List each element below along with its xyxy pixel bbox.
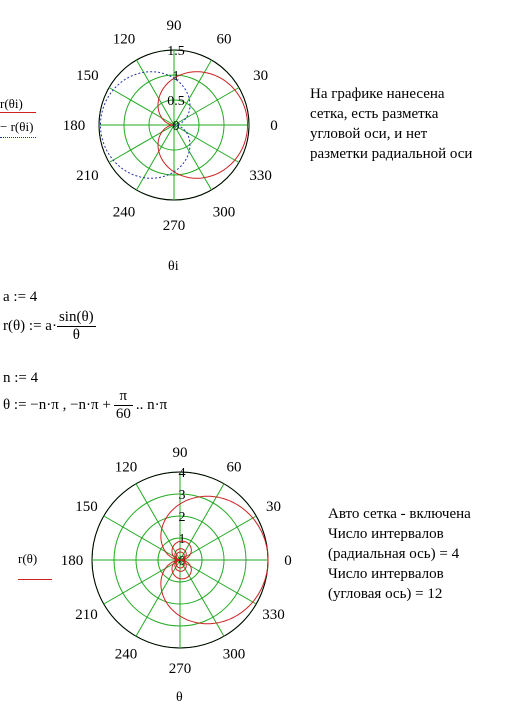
- formula-theta-lhs: θ := −n·π , −n·π +: [3, 396, 111, 413]
- grid-spoke: [136, 484, 180, 560]
- angle-tick-label: 240: [114, 646, 138, 663]
- plot2-xlabel: θ: [176, 690, 183, 705]
- angle-tick-label: 60: [226, 459, 242, 476]
- grid-spoke: [180, 560, 224, 636]
- grid-spoke: [104, 516, 180, 560]
- angle-tick-label: 150: [76, 68, 99, 84]
- formula-a[interactable]: a := 4: [3, 289, 38, 305]
- legend-2: [18, 551, 52, 580]
- angle-tick-label: 330: [249, 168, 272, 184]
- radial-tick-label: 0: [178, 554, 186, 569]
- formula-r[interactable]: [3, 309, 96, 344]
- angle-tick-label: 300: [212, 204, 236, 221]
- formula-r-numerator: sin(θ): [58, 309, 94, 325]
- angle-tick-label: 120: [112, 31, 136, 48]
- angle-tick-label: 0: [284, 553, 292, 569]
- grid-spoke: [174, 60, 212, 125]
- angle-tick-label: 210: [76, 168, 99, 184]
- grid-spoke: [174, 125, 212, 190]
- grid-spoke: [109, 125, 174, 163]
- angle-tick-label: 180: [62, 118, 86, 134]
- formula-r-fraction: [57, 309, 96, 344]
- plot1-xlabel: θi: [168, 259, 179, 274]
- formula-r-denominator: θ: [72, 327, 80, 343]
- angle-tick-label: 330: [262, 607, 285, 623]
- plot1-note: На графике нанесена сетка, есть разметка угловой оси, и нет разметки радиальной оси: [310, 86, 473, 162]
- angle-tick-label: 0: [270, 118, 278, 134]
- legend-entry-r2: r(θ): [18, 551, 38, 566]
- plot2-note: Авто сетка - включена Число интервалов (радиальная ось) = 4 Число интервалов (угловая ось) = 12: [328, 506, 471, 602]
- grid-spoke: [136, 560, 180, 636]
- radial-tick-label: 0: [172, 119, 180, 134]
- formula-theta-numerator: π: [114, 388, 133, 406]
- grid-spoke: [137, 125, 175, 190]
- formula-theta[interactable]: [3, 388, 167, 423]
- grid-spoke: [180, 560, 256, 604]
- radial-tick-label: 4: [178, 466, 186, 481]
- angle-tick-label: 240: [112, 204, 136, 221]
- angle-tick-label: 270: [168, 661, 192, 677]
- angle-tick-label: 90: [172, 445, 188, 461]
- radial-tick-label: 1: [178, 532, 186, 547]
- grid-spoke: [109, 88, 174, 126]
- formula-r-lhs: r(θ) := a·: [3, 317, 57, 334]
- grid-spoke: [137, 60, 175, 125]
- legend-line-r2: [18, 579, 52, 580]
- angle-tick-label: 30: [253, 68, 269, 84]
- formula-theta-rhs: .. n·π: [135, 396, 168, 413]
- grid-spoke: [180, 516, 256, 560]
- polar-plot-2[interactable]: [60, 440, 292, 690]
- angle-tick-label: 300: [222, 646, 246, 663]
- legend-entry-neg-r: − r(θi): [0, 119, 34, 134]
- radial-tick-label: 0.5: [167, 94, 185, 109]
- formula-n[interactable]: n := 4: [3, 370, 39, 386]
- radial-tick-label: 1.5: [167, 44, 185, 59]
- grid-spoke: [180, 484, 224, 560]
- angle-tick-label: 270: [162, 218, 186, 234]
- angle-tick-label: 210: [75, 607, 98, 623]
- polar-plot-1[interactable]: [62, 8, 280, 248]
- legend-line-neg-r: [0, 137, 36, 138]
- radial-tick-label: 3: [178, 488, 186, 503]
- angle-tick-label: 150: [75, 499, 98, 515]
- radial-tick-label: 2: [178, 510, 186, 525]
- formula-theta-fraction: [114, 388, 133, 423]
- angle-tick-label: 120: [114, 459, 138, 476]
- legend-1: [0, 96, 36, 138]
- angle-tick-label: 90: [166, 18, 182, 34]
- angle-tick-label: 60: [216, 31, 232, 48]
- formula-theta-denominator: 60: [115, 406, 131, 422]
- angle-tick-label: 30: [266, 499, 282, 515]
- angle-tick-label: 180: [60, 553, 84, 569]
- grid-spoke: [104, 560, 180, 604]
- legend-entry-r: r(θi): [0, 96, 36, 113]
- grid-spoke: [174, 125, 239, 163]
- radial-tick-label: 1: [172, 69, 180, 84]
